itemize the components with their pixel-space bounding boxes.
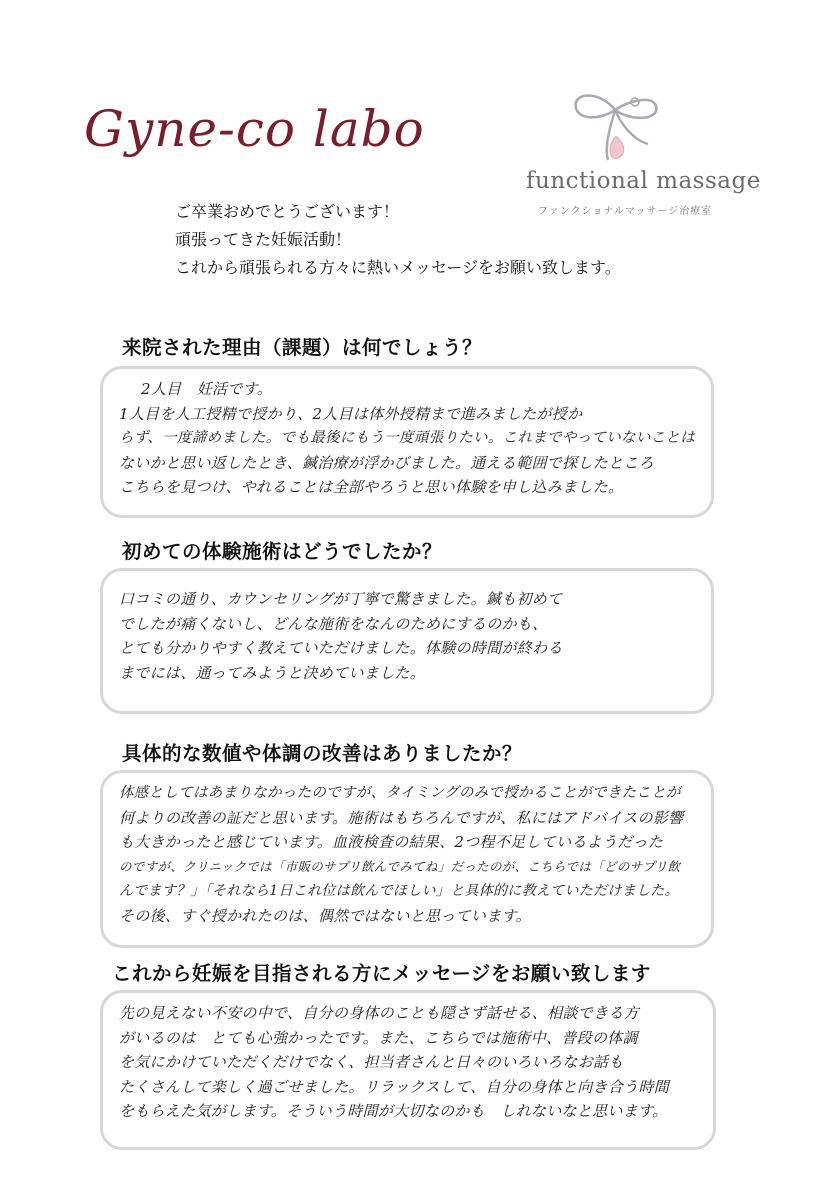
answer-line: までには、通ってみようと決めていました。 (119, 663, 426, 682)
ribbon-infinity-logo-icon (560, 88, 670, 168)
answer-line: 1人目を人工授精で授かり、2人目は体外授精まで進みましたが授か (119, 404, 583, 423)
answer-line: らず、一度諦めました。でも最後にもう一度頑張りたい。これまでやっていないことは (119, 430, 696, 446)
answer-line: を気にかけていただくだけでなく、担当者さんと日々のいろいろなお話も (119, 1053, 624, 1071)
answer-line: その後、すぐ授かれたのは、偶然ではないと思っています。 (119, 906, 531, 925)
brand-title: Gyne-co labo (84, 100, 425, 158)
answer-line: をもらえた気がします。そういう時間が大切なのかも しれないなと思います。 (119, 1102, 668, 1120)
answer-line: も大きかったと感じています。血液検査の結果、2つ程不足しているようだった (119, 833, 664, 851)
question-title: 具体的な数値や体調の改善はありましたか？ (122, 742, 523, 765)
answer-line: こちらを見つけ、やれることは全部やろうと思い体験を申し込みました。 (119, 478, 624, 496)
answer-line: 口コミの通り、カウンセリングが丁寧で驚きました。鍼も初めて (119, 590, 563, 608)
answer-line: とても分かりやすく教えていただけました。体験の時間が終わる (119, 639, 563, 657)
intro-line: これから頑張られる方々に熱いメッセージをお願い致します。 (175, 258, 621, 277)
answer-line: 体感としてはあまりなかったのですが、タイミングのみで授かることができたことが (119, 785, 681, 801)
answer-line: のですが、クリニックでは「市販のサプリ飲んでみてね」だったのが、こちらでは「どのサプリ飲 (119, 858, 681, 874)
logo-subtext: ファンクショナルマッサージ治療室 (538, 206, 713, 217)
logo-text: functional massage (526, 168, 761, 194)
answer-line: でしたが痛くないし、どんな施術をなんのためにするのかも、 (119, 614, 548, 633)
answer-box (100, 990, 716, 1150)
question-title: 来院された理由（課題）は何でしょう？ (122, 336, 483, 359)
answer-line: 2人目 妊活です。 (141, 380, 273, 398)
intro-message (175, 198, 621, 282)
answer-line: がいるのは とても心強かったです。また、こちらでは施術中、普段の体調 (119, 1028, 638, 1047)
answer-box (100, 366, 714, 518)
answer-line: 先の見えない不安の中で、自分の身体のことも隠さず話せる、相談できる方 (119, 1004, 639, 1022)
answer-box (100, 770, 714, 948)
answer-line: 何よりの改善の証だと思います。施術はもちろんですが、私にはアドバイスの影響 (119, 808, 684, 827)
answer-line: んでます？」「それなら1日これ位は飲んでほしい」と具体的に教えていただけました。 (119, 883, 679, 899)
intro-line: ご卒業おめでとうございます！ (175, 202, 400, 221)
question-title: これから妊娠を目指される方にメッセージをお願い致します (112, 962, 651, 985)
intro-line: 頑張ってきた妊娠活動！ (175, 230, 352, 249)
question-title: 初めての体験施術はどうでしたか？ (122, 540, 443, 563)
answer-box (100, 568, 714, 714)
answer-line: たくさんして楽しく過ごせました。リラックスして、自分の身体と向き合う時間 (119, 1077, 670, 1096)
answer-line: ないかと思い返したとき、鍼治療が浮かびました。通える範囲で探したところ (119, 453, 654, 472)
